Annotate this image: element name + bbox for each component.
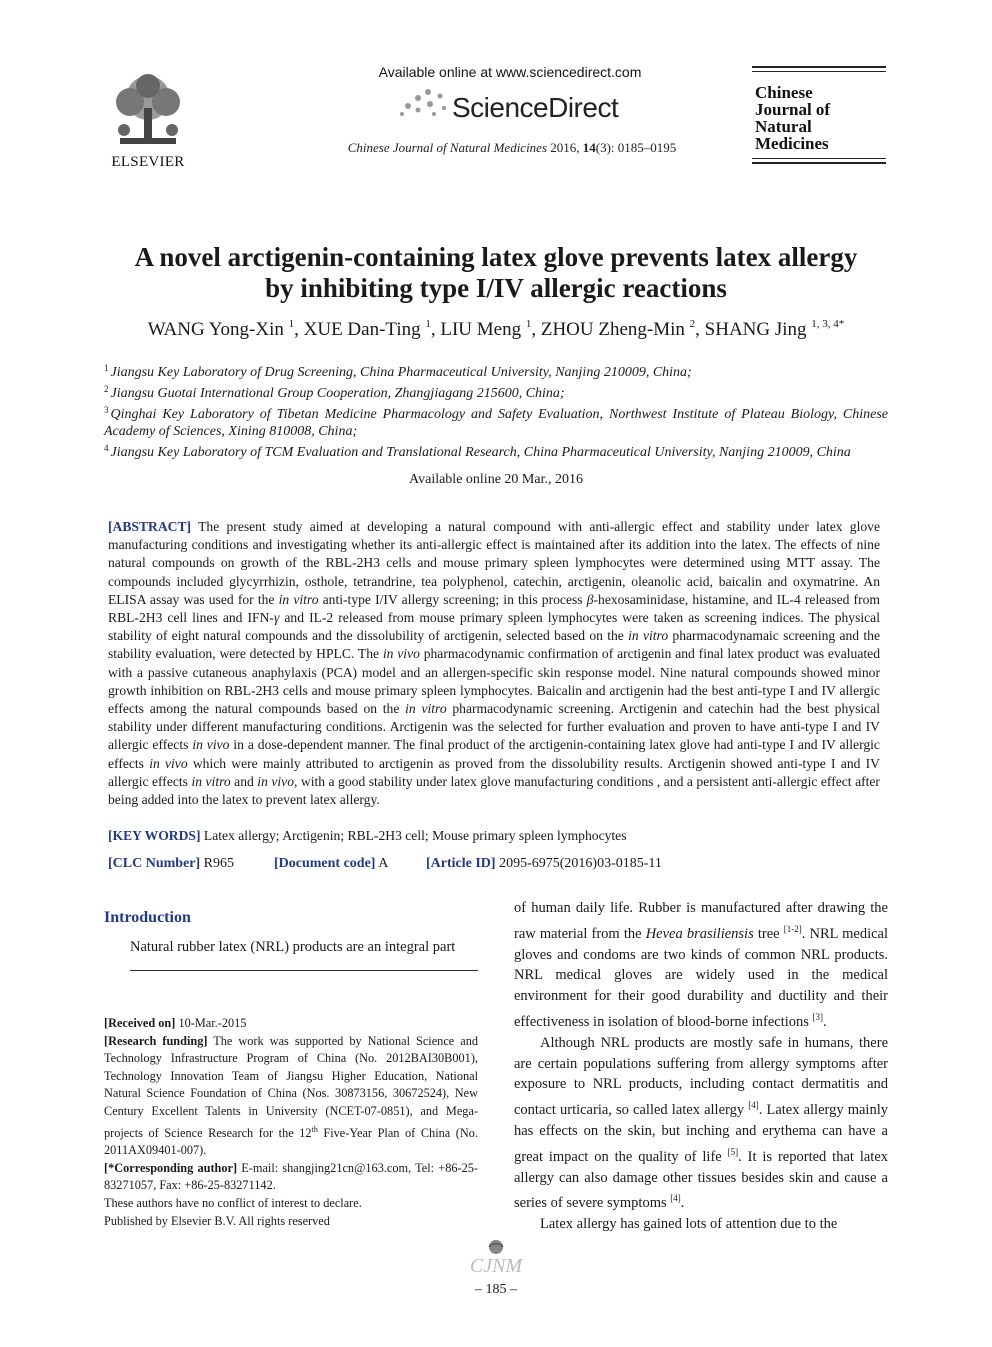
citation-ref[interactable]: [1-2]	[783, 923, 802, 934]
keywords-label: [KEY WORDS]	[108, 828, 201, 843]
abstract-text: pharmacodynamic confirmation of arctigenin and final latex product was evaluated with a passive cutaneous anaphylaxis (PCA) model and an allergen-specific skin response model. Nine natural compounds showed minor growth inhibition on RBL-2H3 cells and mouse primary spleen lymphocytes. Baicalin and arctigenin had the best anti-type I and IV allergic effects among the natural compounds based on the	[108, 646, 880, 717]
body-text: Although NRL products are mostly safe in humans, there are certain populations suffering from allergy symptoms after exposure to NRL products, including contact dermatitis and contact urticaria, so called latex allergy	[514, 1034, 888, 1119]
affiliations	[104, 360, 888, 461]
journal-year: 2016,	[547, 140, 583, 155]
affiliation-item	[104, 381, 888, 402]
abstract-italic: γ	[273, 610, 280, 626]
page-number: – 185 –	[475, 1282, 517, 1297]
journal-box-line: Journal of	[755, 100, 831, 119]
abstract-text: -hexosaminidase, histamine, and IL-4 released from RBL-2H3 cell lines and IFN-	[108, 591, 880, 626]
author-affiliation-mark: 1	[525, 318, 532, 330]
body-column-right	[514, 898, 888, 1235]
funding-text: Five-Year Plan of China (No. 2011AX09401-007).	[104, 1125, 478, 1158]
abstract-text: pharmacodynamaic screening and the stability evaluation, were detected by HPLC. The	[108, 628, 880, 662]
abstract-text: and	[230, 773, 258, 789]
corresponding-contact: E-mail: shangjing21cn@163.com, Tel: +86-25-83271057, Fax: +86-25-83271142.	[104, 1160, 478, 1193]
sciencedirect-wordmark: ScienceDirect	[452, 92, 619, 123]
clc-label: [CLC Number]	[108, 856, 201, 871]
funding-superscript: th	[311, 1124, 318, 1134]
affiliation-text: Jiangsu Key Laboratory of TCM Evaluation and Translational Research, China Pharmaceutical University, Nanjing 210009, China	[110, 445, 851, 460]
elsevier-tree-logo	[100, 72, 196, 156]
abstract-text: which were mainly attributed to arctigenin as proved from the dissolubility results. Arctigenin showed anti-type I and IV allergic effects	[108, 755, 880, 789]
publisher-name: ELSEVIER	[111, 154, 185, 170]
abstract-text: anti-type I/IV allergy screening; in this process	[318, 591, 587, 607]
citation-ref[interactable]: [3]	[812, 1011, 824, 1022]
abstract-italic: in vitro	[628, 628, 669, 644]
footnote-divider	[130, 970, 478, 971]
available-online-date: Available online 20 Mar., 2016	[409, 472, 583, 487]
journal-box-line: Natural	[755, 117, 812, 136]
journal-name: Chinese Journal of Natural Medicines	[347, 140, 548, 155]
available-online-text: Available online at www.sciencedirect.com	[378, 64, 642, 80]
document-code-value: A	[375, 856, 389, 871]
citation-ref[interactable]: [4]	[748, 1100, 759, 1111]
affiliation-number: 1	[104, 363, 109, 373]
abstract-italic: in vivo	[257, 773, 294, 789]
article-title	[80, 242, 912, 304]
affiliation-item	[104, 360, 888, 381]
body-text: of human daily life. Rubber is manufactured after drawing the raw material from the	[514, 900, 888, 942]
species-name: Hevea brasiliensis	[645, 925, 754, 942]
abstract-text: and IL-2 released from mouse primary spleen lymphocytes were taken as screening indices. The physical stability of eight natural compounds and the dissolubility of arctigenin, selected based on the	[108, 610, 880, 644]
funding-text: The work was supported by National Science and Technology Infrastructure Program of China (No. 2012BAI30B001), Technology Innovation Team of Jiangsu Higher Education, National Natural Science Foundation of China (Nos. 30873156, 30672524), New Century Excellent Talents in University (NCET-07-0851), and Mega-projects of Science Research for the 12	[104, 1033, 478, 1140]
body-text: .	[680, 1195, 685, 1212]
section-heading-introduction: Introduction	[104, 909, 191, 926]
author-affiliation-mark: 1, 3, 4*	[811, 318, 845, 330]
author-name: SHANG Jing	[704, 319, 812, 340]
journal-box-title	[755, 84, 885, 152]
affiliation-number: 3	[104, 405, 109, 415]
publisher-note: Published by Elsevier B.V. All rights reserved	[104, 1213, 330, 1228]
article-id-value: 2095-6975(2016)03-0185-11	[495, 856, 662, 871]
body-text: . It is reported that latex allergy can also damage other tissues besides skin and cause a series of severe symptoms	[514, 1148, 888, 1212]
body-text: . NRL medical gloves and condoms are two kinds of common NRL products. NRL medical gloves are widely used in the medical environment for their good durability and ductility and their effectiveness in isolation of blood-borne infections	[514, 925, 889, 1030]
keywords	[108, 828, 880, 844]
abstract-text: pharmacodynamic screening. Arctigenin and catechin had the best physical stability under different manufacturing conditions. Arctigenin was the selected for further evaluation and proven to have anti-type I and IV allergic effects	[108, 701, 880, 753]
author-list: WANG Yong-Xin $^1$, XUE Dan-Ting $^1$, LIU Meng $^1$, ZHOU Zheng-Min $^2$, SHANG Jing $^{1, 3, 4*}$	[147, 318, 845, 340]
body-paragraph	[514, 1033, 888, 1214]
abstract-italic: in vivo	[149, 755, 188, 771]
footnotes	[104, 1015, 478, 1230]
article-id-label: [Article ID]	[426, 856, 496, 871]
keywords-text: Latex allergy; Arctigenin; RBL-2H3 cell; Mouse primary spleen lymphocytes	[200, 828, 627, 843]
abstract-italic: in vitro	[278, 591, 319, 607]
abstract-text: in a dose-dependent manner. The final product of the arctigenin-containing latex glove had anti-type I and IV allergic effects	[108, 737, 880, 771]
affiliation-item	[104, 440, 888, 461]
abstract-italic: in vitro	[405, 701, 447, 717]
affiliation-number: 2	[104, 384, 109, 394]
affiliation-text: Jiangsu Key Laboratory of Drug Screening, China Pharmaceutical University, Nanjing 210009, China;	[110, 365, 692, 380]
journal-box-rule-top	[752, 66, 886, 72]
received-value: 10-Mar.-2015	[175, 1016, 247, 1030]
cjnm-logo-text: CJNM	[469, 1255, 523, 1277]
citation-ref[interactable]: [4]	[670, 1193, 681, 1204]
author-name: XUE Dan-Ting	[303, 319, 426, 340]
author-name: ZHOU Zheng-Min	[540, 319, 690, 340]
affiliation-item	[104, 402, 888, 440]
article-id	[426, 856, 662, 872]
abstract-italic: in vitro	[191, 773, 231, 789]
body-text: .	[823, 1013, 827, 1030]
author-name: WANG Yong-Xin	[147, 319, 289, 340]
clc-value: R965	[200, 856, 234, 871]
journal-volume: 14	[582, 140, 596, 155]
clc-number	[108, 856, 234, 872]
abstract-text: , with a good stability under latex glove manufacturing conditions , and a persistent anti-allergic effect after being added into the latex to prevent latex allergy.	[108, 773, 880, 808]
title-line: by inhibiting type I/IV allergic reactions	[265, 273, 727, 303]
journal-pages: (3): 0185–0195	[595, 140, 677, 155]
intro-paragraph-start: Natural rubber latex (NRL) products are an integral part	[130, 939, 456, 955]
received-label: [Received on]	[104, 1016, 176, 1030]
author-affiliation-mark: 1	[288, 318, 295, 330]
abstract-italic: in vivo	[192, 737, 230, 753]
body-paragraph	[514, 898, 888, 1033]
author-affiliation-mark: 1	[425, 318, 431, 330]
conflict-note: These authors have no conflict of interest to declare.	[104, 1195, 362, 1210]
affiliation-text: Jiangsu Guotai International Group Cooperation, Zhangjiagang 215600, China;	[110, 386, 565, 401]
affiliation-number: 4	[104, 443, 109, 453]
body-text: tree	[753, 925, 784, 942]
journal-box-rule-bottom	[752, 158, 886, 164]
funding-note	[104, 1033, 478, 1160]
journal-box-line: Medicines	[755, 134, 829, 153]
received-note	[104, 1015, 478, 1033]
body-text: . Latex allergy mainly has effects on the skin, but inching and erythema can have a great impact on the quality of life	[514, 1102, 888, 1165]
corresponding-note	[104, 1160, 478, 1195]
document-code	[274, 856, 388, 872]
citation-ref[interactable]: [5]	[727, 1146, 739, 1157]
abstract	[108, 518, 880, 809]
title-line: A novel arctigenin-containing latex glove prevents latex allergy	[134, 242, 858, 272]
author-name: LIU Meng	[440, 319, 526, 340]
author-affiliation-mark: 2	[689, 318, 696, 330]
body-paragraph: Latex allergy has gained lots of attention due to the	[540, 1216, 838, 1233]
abstract-italic: in vivo	[382, 646, 420, 662]
funding-label: [Research funding]	[104, 1033, 208, 1048]
affiliation-text: Qinghai Key Laboratory of Tibetan Medicine Pharmacology and Safety Evaluation, Northwest Institute of Plateau Biology, Chinese Academy of Sciences, Xining 810008, China;	[104, 407, 888, 439]
cjnm-logo	[456, 1238, 536, 1284]
journal-box-line: Chinese	[755, 83, 813, 102]
journal-citation	[300, 140, 724, 156]
abstract-italic: β	[586, 591, 594, 607]
corresponding-label: [*Corresponding author]	[104, 1160, 238, 1175]
document-code-label: [Document code]	[274, 856, 376, 871]
abstract-text: The present study aimed at developing a natural compound with anti-allergic effect and stability under latex glove manufacturing conditions and investigating whether its anti-allergic effect is maintained after its addition into the latex. The effects of nine natural compounds on growth of the RBL-2H3 cells and mouse primary spleen lymphocytes were determined using MTT assay. The compounds included glycyrrhizin, osthole, tetrandrine, tea polyphenol, catechin, arctigenin, oleanolic acid, baicalin and oxymatrine. An ELISA assay was used for the	[108, 519, 880, 607]
abstract-label: [ABSTRACT]	[108, 519, 192, 534]
